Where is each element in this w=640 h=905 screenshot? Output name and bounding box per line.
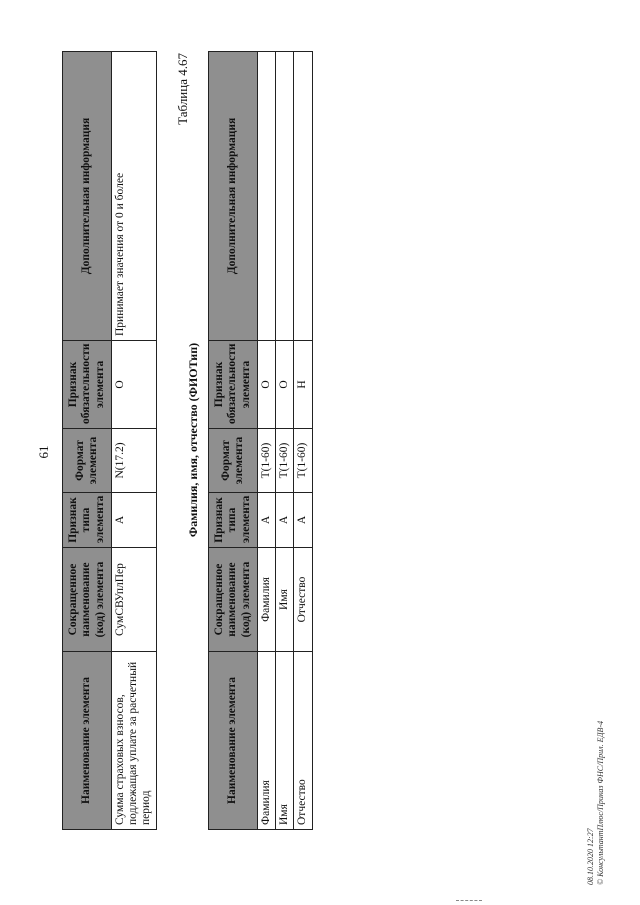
header-name: Наименование элемента [63,652,112,830]
cell-name: Фамилия [258,652,276,830]
cell-type-flag: А [258,493,276,548]
page-number: 61 [36,445,51,459]
cell-short-name: Фамилия [258,548,276,652]
header-short-name: Сокращенное наименование (код) элемента [209,548,258,652]
cell-type-flag: А [276,493,294,548]
header-type-flag: Признак типа элемента [209,493,258,548]
header-required-flag: Признак обязательности элемента [63,341,112,429]
header-required-flag: Признак обязательности элемента [209,341,258,429]
cell-short-name: СумСВУплПер [112,548,157,652]
table-row [294,52,312,830]
print-stamp-date: 08.10.2020 12:27 [586,828,595,885]
header-name: Наименование элемента [209,652,258,830]
cell-format: T(1-60) [294,429,312,493]
print-stamp [586,675,606,885]
cell-format: T(1-60) [276,429,294,493]
cell-required-flag: О [258,341,276,429]
header-short-name: Сокращенное наименование (код) элемента [63,548,112,652]
element-table-1 [62,51,157,830]
print-stamp-source: © КонсультантПлюс/Приказ ФНС/Прил. ЕДВ-4 [596,720,605,885]
cell-required-flag: О [276,341,294,429]
table-header-row [209,52,258,830]
cell-extra [294,52,312,341]
table-header-row [63,52,112,830]
cell-format: N(17.2) [112,429,157,493]
cell-type-flag: А [112,493,157,548]
cell-required-flag: О [112,341,157,429]
cell-extra: Принимает значения от 0 и более [112,52,157,341]
cell-extra [276,52,294,341]
table-caption: Таблица 4.67 [175,53,190,125]
header-extra: Дополнительная информация [63,52,112,341]
cell-short-name: Отчество [294,548,312,652]
header-format: Формат элемента [63,429,112,493]
header-format: Формат элемента [209,429,258,493]
cell-name: Отчество [294,652,312,830]
cell-type-flag: А [294,493,312,548]
element-table-2 [208,51,313,830]
cell-extra [258,52,276,341]
table-row [258,52,276,830]
section-title: Фамилия, имя, отчество (ФИОТип) [186,342,200,538]
table-row [276,52,294,830]
page-trim-mark [456,900,482,901]
header-type-flag: Признак типа элемента [63,493,112,548]
cell-name: Сумма страховых взносов, подлежащая уплате за расчетный период [112,652,157,830]
header-extra: Дополнительная информация [209,52,258,341]
table-row [112,52,157,830]
cell-short-name: Имя [276,548,294,652]
cell-required-flag: Н [294,341,312,429]
cell-format: T(1-60) [258,429,276,493]
cell-name: Имя [276,652,294,830]
